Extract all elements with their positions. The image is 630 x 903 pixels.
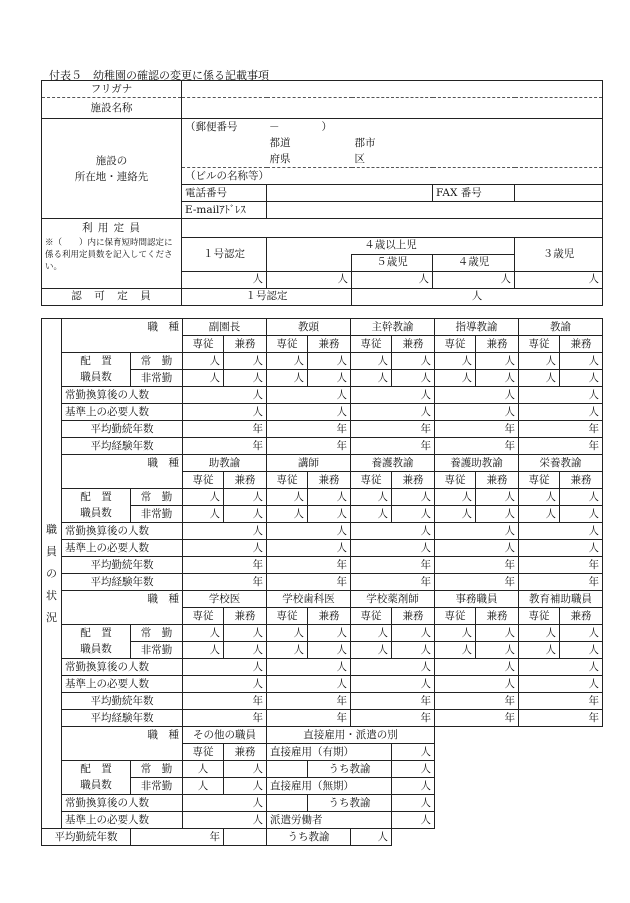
required-input[interactable]: 人 (519, 404, 603, 421)
nonregular-count-input[interactable]: 人 (224, 506, 267, 523)
tenure-input[interactable]: 年 (519, 421, 603, 438)
regular-count-input[interactable]: 人 (308, 489, 351, 506)
nonregular-count-input[interactable]: 人 (392, 642, 435, 659)
parttime-header: 兼務 (560, 608, 603, 625)
capacity-age4plus-header: ４歳以上児 (267, 237, 515, 254)
required-input[interactable]: 人 (351, 540, 435, 557)
job-header-other: その他の職員 (183, 727, 267, 744)
tenure-label: 平均勤続年数 (62, 557, 183, 574)
nonregular-count-input[interactable]: 人 (435, 370, 476, 387)
nonregular-label: 非常勤 (131, 642, 183, 659)
experience-input[interactable]: 年 (267, 710, 351, 727)
fte-label: 常勤換算後の人数 (62, 795, 183, 812)
furigana-label: フリガナ (42, 81, 182, 98)
indent-spacer (267, 761, 308, 778)
parttime-header: 兼務 (224, 744, 267, 761)
fax-field[interactable] (515, 185, 603, 202)
job-header-group3-0: 学校医 (183, 591, 267, 608)
job-header-group1-4: 教諭 (519, 319, 603, 336)
experience-label: 平均経験年数 (62, 710, 183, 727)
prefecture-label-2: 府県 (267, 151, 352, 168)
parttime-header: 兼務 (476, 472, 519, 489)
regular-count-input[interactable]: 人 (392, 489, 435, 506)
job-type-spacer (62, 608, 183, 625)
required-input[interactable]: 人 (351, 404, 435, 421)
regular-count-input[interactable]: 人 (351, 625, 392, 642)
tenure-input[interactable]: 年 (435, 557, 519, 574)
tenure-input[interactable]: 年 (267, 693, 351, 710)
job-header-group3-1: 学校歯科医 (267, 591, 351, 608)
regular-label: 常 勤 (131, 489, 183, 506)
tenure-label: 平均勤続年数 (62, 693, 183, 710)
job-type-label: 職 種 (62, 591, 183, 608)
parttime-header: 兼務 (476, 336, 519, 353)
page-title: 付表５ 幼稚園の確認の変更に係る記載事項 (49, 69, 269, 82)
nonregular-count-input[interactable]: 人 (267, 506, 308, 523)
regular-count-input[interactable]: 人 (435, 353, 476, 370)
fulltime-header: 専従 (351, 336, 392, 353)
facility-table (41, 80, 603, 306)
nonregular-count-input[interactable]: 人 (476, 506, 519, 523)
tenure-input[interactable]: 年 (519, 693, 603, 710)
fte-input[interactable]: 人 (351, 387, 435, 404)
fte-input[interactable]: 人 (435, 659, 519, 676)
capacity-type1-value[interactable]: 人 (182, 271, 267, 288)
prefecture-label-1: 都道 (269, 136, 291, 149)
experience-label: 平均経験年数 (62, 574, 183, 591)
required-input[interactable]: 人 (435, 540, 519, 557)
job-header-group3-3: 事務職員 (435, 591, 519, 608)
fulltime-header: 専従 (183, 744, 224, 761)
parttime-header: 兼務 (392, 472, 435, 489)
nonregular-count-input[interactable]: 人 (267, 370, 308, 387)
tenure-input[interactable]: 年 (183, 421, 267, 438)
regular-count-input[interactable]: 人 (392, 353, 435, 370)
employment-input-3[interactable]: 人 (392, 795, 435, 812)
regular-count-input[interactable]: 人 (183, 353, 224, 370)
experience-input[interactable]: 年 (519, 574, 603, 591)
regular-count-input[interactable]: 人 (351, 489, 392, 506)
regular-count-input[interactable]: 人 (183, 489, 224, 506)
fte-input[interactable]: 人 (351, 523, 435, 540)
job-header-group1-0: 副園長 (183, 319, 267, 336)
regular-count-input[interactable]: 人 (560, 625, 603, 642)
employment-label-4: 派遣労働者 (267, 812, 392, 829)
nonregular-count-input[interactable]: 人 (224, 642, 267, 659)
job-header-group2-0: 助教諭 (183, 455, 267, 472)
nonregular-count-input[interactable]: 人 (560, 370, 603, 387)
tenure-input[interactable]: 年 (351, 693, 435, 710)
approved-capacity-value[interactable]: 人 (352, 288, 603, 305)
fte-input[interactable]: 人 (435, 523, 519, 540)
tenure-input[interactable]: 年 (267, 557, 351, 574)
tenure-input[interactable]: 年 (183, 693, 267, 710)
regular-count-input[interactable]: 人 (308, 625, 351, 642)
blank (435, 744, 603, 761)
fte-input[interactable]: 人 (183, 659, 267, 676)
staffcount-label: 職員数 (62, 370, 131, 387)
other-tenure-input[interactable]: 年 (131, 829, 224, 846)
fulltime-header: 専従 (267, 472, 308, 489)
experience-input[interactable]: 年 (183, 438, 267, 455)
nonregular-count-input[interactable]: 人 (435, 642, 476, 659)
nonregular-count-input[interactable]: 人 (392, 506, 435, 523)
nonregular-count-input[interactable]: 人 (560, 642, 603, 659)
fte-input[interactable]: 人 (267, 523, 351, 540)
nonregular-label: 非常勤 (131, 778, 183, 795)
experience-input[interactable]: 年 (519, 438, 603, 455)
job-type-label: 職 種 (62, 455, 183, 472)
email-label: E-mailｱﾄﾞﾚｽ (182, 202, 267, 219)
regular-count-input[interactable]: 人 (224, 625, 267, 642)
fulltime-header: 専従 (183, 608, 224, 625)
regular-label: 常 勤 (131, 625, 183, 642)
nonregular-label: 非常勤 (131, 506, 183, 523)
city-label-1: 郡市 (352, 135, 603, 151)
job-type-label: 職 種 (62, 319, 183, 336)
experience-input[interactable]: 年 (351, 438, 435, 455)
approved-type1-label: １号認定 (182, 288, 352, 305)
fax-label: FAX 番号 (433, 185, 515, 202)
building-name-field[interactable]: （ビルの名称等） (182, 168, 603, 185)
other-required-input[interactable]: 人 (183, 812, 267, 829)
regular-count-input[interactable]: 人 (560, 353, 603, 370)
fte-input[interactable]: 人 (519, 387, 603, 404)
fulltime-header: 専従 (183, 472, 224, 489)
employment-input-4[interactable]: 人 (392, 812, 435, 829)
nonregular-count-input[interactable]: 人 (308, 642, 351, 659)
required-input[interactable]: 人 (267, 404, 351, 421)
required-label: 基準上の必要人数 (62, 812, 183, 829)
nonregular-count-input[interactable]: 人 (519, 370, 560, 387)
job-header-group2-4: 栄養教諭 (519, 455, 603, 472)
tenure-input[interactable]: 年 (435, 421, 519, 438)
parttime-header: 兼務 (224, 336, 267, 353)
required-input[interactable]: 人 (183, 540, 267, 557)
employment-label-3: うち教諭 (308, 795, 392, 812)
nonregular-count-input[interactable]: 人 (351, 370, 392, 387)
regular-count-input[interactable]: 人 (519, 353, 560, 370)
fulltime-header: 専従 (435, 336, 476, 353)
city-label-2: 区 (352, 151, 603, 168)
nonregular-count-input[interactable]: 人 (392, 370, 435, 387)
fulltime-header: 専従 (351, 608, 392, 625)
tenure-input[interactable]: 年 (435, 693, 519, 710)
fulltime-header: 専従 (351, 472, 392, 489)
experience-input[interactable]: 年 (267, 438, 351, 455)
parttime-header: 兼務 (392, 608, 435, 625)
required-input[interactable]: 人 (519, 676, 603, 693)
fte-label: 常勤換算後の人数 (62, 387, 183, 404)
required-input[interactable]: 人 (267, 676, 351, 693)
job-header-group3-4: 教育補助職員 (519, 591, 603, 608)
blank (435, 727, 603, 744)
address-label-line2: 所在地・連絡先 (74, 170, 149, 183)
vertical-char: 状 (46, 588, 57, 602)
job-header-group2-2: 養護教諭 (351, 455, 435, 472)
fte-label: 常勤換算後の人数 (62, 659, 183, 676)
other-fulltime-input[interactable]: 人 (183, 778, 224, 795)
fulltime-header: 専従 (183, 336, 224, 353)
fte-input[interactable]: 人 (183, 523, 267, 540)
regular-count-input[interactable]: 人 (435, 625, 476, 642)
vertical-char: 員 (46, 544, 57, 558)
regular-label: 常 勤 (131, 353, 183, 370)
direct-fixed-label: 直接雇用（有期） (267, 744, 392, 761)
parttime-header: 兼務 (308, 608, 351, 625)
nonregular-count-input[interactable]: 人 (183, 642, 224, 659)
required-input[interactable]: 人 (183, 676, 267, 693)
regular-count-input[interactable]: 人 (560, 489, 603, 506)
nonregular-count-input[interactable]: 人 (183, 506, 224, 523)
fte-input[interactable]: 人 (519, 659, 603, 676)
capacity-age5-header: ５歳児 (352, 254, 433, 271)
required-label: 基準上の必要人数 (62, 676, 183, 693)
staffcount-label: 職員数 (62, 506, 131, 523)
employment-label-1: うち教諭 (308, 761, 392, 778)
placement-label: 配 置 (62, 761, 131, 778)
staffcount-label: 職員数 (62, 778, 131, 795)
tenure-input[interactable]: 年 (519, 557, 603, 574)
other-parttime-input[interactable]: 人 (224, 761, 267, 778)
capacity-age5-value[interactable]: 人 (352, 271, 433, 288)
fulltime-header: 専従 (267, 336, 308, 353)
nonregular-count-input[interactable]: 人 (224, 370, 267, 387)
job-type-label: 職 種 (62, 727, 183, 744)
regular-count-input[interactable]: 人 (519, 489, 560, 506)
experience-label: 平均経験年数 (62, 438, 183, 455)
regular-count-input[interactable]: 人 (267, 625, 308, 642)
employment-type-header: 直接雇用・派遣の別 (267, 727, 435, 744)
employment-label-2: 直接雇用（無期） (267, 778, 392, 795)
regular-count-input[interactable]: 人 (267, 489, 308, 506)
other-fulltime-input[interactable]: 人 (183, 761, 224, 778)
furigana-field[interactable] (182, 81, 603, 98)
regular-count-input[interactable]: 人 (476, 625, 519, 642)
tenure-input[interactable]: 年 (267, 421, 351, 438)
postal-code-field[interactable]: （郵便番号 － ） (182, 119, 603, 136)
vertical-char: の (46, 566, 57, 580)
fulltime-header: 専従 (267, 608, 308, 625)
tenure-label: 平均勤続年数 (62, 421, 183, 438)
required-input[interactable]: 人 (267, 540, 351, 557)
fte-input[interactable]: 人 (267, 659, 351, 676)
fte-input[interactable]: 人 (267, 387, 351, 404)
regular-count-input[interactable]: 人 (183, 625, 224, 642)
experience-input[interactable]: 年 (351, 574, 435, 591)
experience-input[interactable]: 年 (267, 574, 351, 591)
nonregular-count-input[interactable]: 人 (560, 506, 603, 523)
staff-status-vertical-label (42, 319, 62, 829)
capacity-type1-header: １号認定 (182, 237, 267, 271)
fulltime-header: 専従 (519, 608, 560, 625)
regular-count-input[interactable]: 人 (224, 353, 267, 370)
approved-capacity-label: 認 可 定 員 (42, 288, 182, 305)
parttime-header: 兼務 (560, 472, 603, 489)
experience-input[interactable]: 年 (183, 710, 267, 727)
experience-input[interactable]: 年 (519, 710, 603, 727)
address-label (42, 119, 182, 219)
capacity-title: 利 用 定 員 (42, 219, 182, 238)
tenure-input[interactable]: 年 (351, 421, 435, 438)
other-parttime-input[interactable]: 人 (224, 778, 267, 795)
fte-input[interactable]: 人 (435, 387, 519, 404)
job-header-group2-3: 養護助教諭 (435, 455, 519, 472)
vertical-char: 況 (46, 610, 57, 624)
job-header-group2-1: 講師 (267, 455, 351, 472)
blank (392, 829, 603, 846)
experience-input[interactable]: 年 (351, 710, 435, 727)
required-label: 基準上の必要人数 (62, 404, 183, 421)
parttime-header: 兼務 (476, 608, 519, 625)
employment-input-2[interactable]: 人 (392, 778, 435, 795)
regular-count-input[interactable]: 人 (351, 353, 392, 370)
nonregular-count-input[interactable]: 人 (351, 506, 392, 523)
job-header-group1-3: 指導教諭 (435, 319, 519, 336)
phone-field[interactable] (267, 185, 433, 202)
parttime-header: 兼務 (308, 472, 351, 489)
parttime-header: 兼務 (392, 336, 435, 353)
tenure-input[interactable]: 年 (183, 557, 267, 574)
parttime-header: 兼務 (308, 336, 351, 353)
other-fte-input[interactable]: 人 (183, 795, 267, 812)
experience-input[interactable]: 年 (435, 574, 519, 591)
phone-label: 電話番号 (182, 185, 267, 202)
nonregular-count-input[interactable]: 人 (519, 506, 560, 523)
direct-fixed-input[interactable]: 人 (392, 744, 435, 761)
capacity-age4-header: ４歳児 (433, 254, 515, 271)
regular-count-input[interactable]: 人 (519, 625, 560, 642)
required-input[interactable]: 人 (519, 540, 603, 557)
regular-count-input[interactable]: 人 (308, 353, 351, 370)
tenure-label: 平均勤続年数 (42, 829, 131, 846)
regular-label: 常 勤 (131, 761, 183, 778)
facility-name-label: 施設名称 (42, 98, 182, 119)
placement-label: 配 置 (62, 489, 131, 506)
parttime-header: 兼務 (224, 472, 267, 489)
fte-input[interactable]: 人 (519, 523, 603, 540)
staffcount-label: 職員数 (62, 642, 131, 659)
fulltime-header: 専従 (519, 472, 560, 489)
indent-spacer (267, 795, 308, 812)
regular-count-input[interactable]: 人 (476, 353, 519, 370)
job-type-spacer (62, 336, 183, 353)
regular-count-input[interactable]: 人 (224, 489, 267, 506)
capacity-age3-header: ３歳児 (515, 237, 603, 271)
job-header-group1-1: 教頭 (267, 319, 351, 336)
placement-label: 配 置 (62, 625, 131, 642)
parttime-header: 兼務 (224, 608, 267, 625)
capacity-note: ※（ ）内に保育短時間認定に係る利用定員数を記入してください。 (42, 237, 182, 288)
experience-input[interactable]: 年 (183, 574, 267, 591)
facility-name-field[interactable] (182, 98, 603, 119)
job-type-spacer (62, 472, 183, 489)
experience-input[interactable]: 年 (435, 438, 519, 455)
experience-input[interactable]: 年 (435, 710, 519, 727)
employment-input-5[interactable]: 人 (351, 829, 392, 846)
placement-label: 配 置 (62, 353, 131, 370)
fulltime-header: 専従 (435, 608, 476, 625)
regular-count-input[interactable]: 人 (435, 489, 476, 506)
nonregular-count-input[interactable]: 人 (183, 370, 224, 387)
fte-label: 常勤換算後の人数 (62, 523, 183, 540)
capacity-age3-value[interactable]: 人 (515, 271, 603, 288)
employment-label-5: うち教諭 (267, 829, 351, 846)
nonregular-count-input[interactable]: 人 (308, 370, 351, 387)
blank (435, 795, 603, 812)
fte-input[interactable]: 人 (183, 387, 267, 404)
required-input[interactable]: 人 (435, 404, 519, 421)
nonregular-count-input[interactable]: 人 (519, 642, 560, 659)
required-input[interactable]: 人 (435, 676, 519, 693)
staff-table (41, 318, 603, 846)
blank (435, 761, 603, 778)
regular-count-input[interactable]: 人 (392, 625, 435, 642)
parttime-header: 兼務 (560, 336, 603, 353)
nonregular-count-input[interactable]: 人 (267, 642, 308, 659)
fte-input[interactable]: 人 (351, 659, 435, 676)
email-field[interactable] (267, 202, 603, 219)
required-input[interactable]: 人 (183, 404, 267, 421)
job-header-group1-2: 主幹教諭 (351, 319, 435, 336)
nonregular-count-input[interactable]: 人 (435, 506, 476, 523)
nonregular-count-input[interactable]: 人 (351, 642, 392, 659)
job-type-spacer (62, 744, 183, 761)
tenure-input[interactable]: 年 (351, 557, 435, 574)
required-input[interactable]: 人 (351, 676, 435, 693)
indent-spacer (224, 829, 267, 846)
capacity-age4-value[interactable]: 人 (433, 271, 515, 288)
employment-input-1[interactable]: 人 (392, 761, 435, 778)
fulltime-header: 専従 (519, 336, 560, 353)
nonregular-count-input[interactable]: 人 (308, 506, 351, 523)
blank (435, 812, 603, 829)
vertical-char: 職 (46, 522, 57, 536)
fulltime-header: 専従 (435, 472, 476, 489)
nonregular-count-input[interactable]: 人 (476, 370, 519, 387)
regular-count-input[interactable]: 人 (267, 353, 308, 370)
required-label: 基準上の必要人数 (62, 540, 183, 557)
nonregular-count-input[interactable]: 人 (476, 642, 519, 659)
capacity-age4plus-value[interactable]: 人 (267, 271, 352, 288)
blank (435, 778, 603, 795)
regular-count-input[interactable]: 人 (476, 489, 519, 506)
address-label-line1: 施設の (95, 154, 128, 167)
nonregular-label: 非常勤 (131, 370, 183, 387)
job-header-group3-2: 学校薬剤師 (351, 591, 435, 608)
